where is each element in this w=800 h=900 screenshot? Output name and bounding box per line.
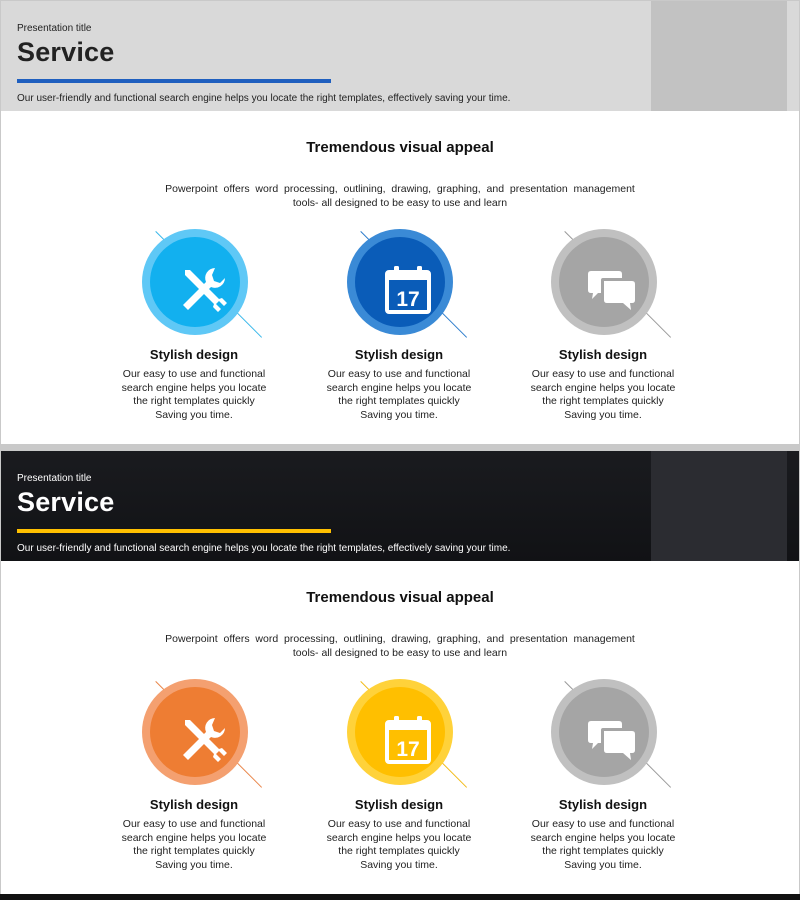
bottom-edge-bar xyxy=(0,894,800,900)
description-line: tools- all designed to be easy to use and learn xyxy=(292,197,508,209)
calendar-icon xyxy=(380,712,436,768)
feature-text-line: the right templates quickly xyxy=(542,845,664,857)
section-description xyxy=(161,182,639,210)
feature-title: Stylish design xyxy=(149,347,239,362)
feature-text-line: Our easy to use and functional xyxy=(327,368,471,380)
tools-icon xyxy=(175,712,231,768)
feature-text-line: search engine helps you locate xyxy=(121,831,267,844)
title-underline xyxy=(17,529,331,533)
slide-header xyxy=(1,451,799,561)
feature-text-line: Our easy to use and functional xyxy=(122,818,266,830)
feature-text-line: Saving you time. xyxy=(155,408,233,421)
icon-circle-outer xyxy=(142,679,248,785)
feature-text xyxy=(104,368,284,422)
feature-text-line: search engine helps you locate xyxy=(326,831,472,844)
section-heading: Tremendous visual appeal xyxy=(306,589,494,606)
feature-text-line: Our easy to use and functional xyxy=(531,368,675,380)
icon-circle-inner xyxy=(559,237,649,327)
feature-text-line: Saving you time. xyxy=(360,858,438,871)
feature-title: Stylish design xyxy=(354,797,444,812)
tools-icon xyxy=(175,262,231,318)
feature-text-line: Saving you time. xyxy=(564,408,642,421)
feature-text-line: Saving you time. xyxy=(564,858,642,871)
feature-text-line: the right templates quickly xyxy=(133,395,255,407)
icon-circle-outer xyxy=(142,229,248,335)
description-line: Powerpoint offers word processing, outlining, drawing, graphing, and presentation management xyxy=(165,183,635,195)
feature-text xyxy=(309,818,489,872)
icon-circle-inner xyxy=(355,237,445,327)
slide-light xyxy=(1,1,799,444)
feature-text xyxy=(513,818,693,872)
feature-text-line: the right templates quickly xyxy=(338,845,460,857)
description-line: tools- all designed to be easy to use and learn xyxy=(292,647,508,659)
section-heading: Tremendous visual appeal xyxy=(306,139,494,156)
feature-text xyxy=(309,368,489,422)
icon-circle-inner xyxy=(150,687,240,777)
slide-dark xyxy=(1,451,799,894)
feature-text-line: Saving you time. xyxy=(155,858,233,871)
feature-text-line: search engine helps you locate xyxy=(530,381,676,394)
feature-title: Stylish design xyxy=(558,347,648,362)
title-underline xyxy=(17,79,331,83)
chat-icon xyxy=(584,262,640,318)
calendar-day: 17 xyxy=(396,738,420,761)
feature-title: Stylish design xyxy=(354,347,444,362)
section-description xyxy=(161,632,639,660)
feature-title: Stylish design xyxy=(149,797,239,812)
feature-text-line: search engine helps you locate xyxy=(121,381,267,394)
feature-text xyxy=(513,368,693,422)
feature-text-line: Saving you time. xyxy=(360,408,438,421)
header-decor-box xyxy=(651,451,787,561)
icon-circle-inner xyxy=(355,687,445,777)
slide-subtitle: Our user-friendly and functional search engine helps you locate the right templates, effectively saving your time. xyxy=(17,93,511,104)
icon-circle-outer xyxy=(347,679,453,785)
feature-text-line: the right templates quickly xyxy=(542,395,664,407)
icon-circle-inner xyxy=(150,237,240,327)
slide-subtitle: Our user-friendly and functional search engine helps you locate the right templates, effectively saving your time. xyxy=(17,543,511,554)
feature-text-line: search engine helps you locate xyxy=(326,381,472,394)
slide-header xyxy=(1,1,799,111)
icon-circle-outer xyxy=(551,229,657,335)
icon-circle-inner xyxy=(559,687,649,777)
slide-title: Service xyxy=(17,487,115,517)
feature-text-line: search engine helps you locate xyxy=(530,831,676,844)
chat-icon xyxy=(584,712,640,768)
slide-title: Service xyxy=(17,37,115,67)
feature-text-line: the right templates quickly xyxy=(338,395,460,407)
header-decor-box xyxy=(651,1,787,111)
feature-text xyxy=(104,818,284,872)
presentation-title-label: Presentation title xyxy=(17,473,92,484)
feature-text-line: Our easy to use and functional xyxy=(531,818,675,830)
description-line: Powerpoint offers word processing, outlining, drawing, graphing, and presentation management xyxy=(165,633,635,645)
feature-text-line: Our easy to use and functional xyxy=(122,368,266,380)
icon-circle-outer xyxy=(347,229,453,335)
icon-circle-outer xyxy=(551,679,657,785)
feature-text-line: the right templates quickly xyxy=(133,845,255,857)
calendar-day: 17 xyxy=(396,288,420,311)
presentation-title-label: Presentation title xyxy=(17,23,92,34)
feature-text-line: Our easy to use and functional xyxy=(327,818,471,830)
feature-title: Stylish design xyxy=(558,797,648,812)
calendar-icon xyxy=(380,262,436,318)
